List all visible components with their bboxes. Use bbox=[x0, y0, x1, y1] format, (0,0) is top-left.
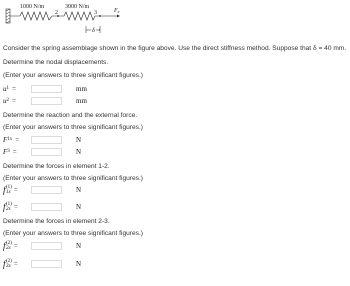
u1-row bbox=[3, 84, 87, 93]
disp-hint: (Enter your answers to three significant figures.) bbox=[3, 72, 143, 79]
F3-unit: N bbox=[76, 147, 82, 156]
spring-1 bbox=[10, 12, 58, 20]
problem-statement: Consider the spring assemblage shown in the figure above. Use the direct stiffness method. Suppose that δ = 40 mm. bbox=[3, 45, 347, 52]
f1-2x-equals: = bbox=[13, 203, 18, 211]
F3-var: F bbox=[3, 147, 8, 156]
f1-2x-var: f bbox=[3, 202, 6, 212]
f1-2x-input[interactable] bbox=[31, 203, 62, 211]
delta-label: δ bbox=[92, 28, 95, 34]
force-label bbox=[113, 8, 120, 14]
react-hint: (Enter your answers to three significant figures.) bbox=[3, 124, 143, 131]
node-3-label: 3 bbox=[94, 10, 97, 16]
f2-2x-var: f bbox=[3, 241, 6, 251]
f2-3x-row bbox=[3, 258, 81, 270]
k2-label: 3000 N/m bbox=[65, 4, 90, 10]
F3-input[interactable] bbox=[31, 148, 62, 156]
u2-sub: 2 bbox=[6, 98, 9, 103]
disp-title: Determine the nodal displacements. bbox=[3, 59, 109, 66]
f2-3x-equals: = bbox=[13, 260, 18, 268]
f2-2x-sup: (2) bbox=[6, 241, 12, 246]
u2-input[interactable] bbox=[31, 97, 62, 105]
f1-1x-unit: N bbox=[76, 186, 82, 194]
u1-equals: = bbox=[12, 84, 16, 93]
f2-2x-equals: = bbox=[13, 242, 18, 250]
f1-2x-row bbox=[3, 201, 81, 213]
f1-1x-var: f bbox=[3, 185, 6, 195]
node-2-label: 2 bbox=[55, 10, 58, 16]
F3-row bbox=[3, 147, 81, 156]
f1-2x-unit: N bbox=[76, 203, 82, 211]
u2-var: u bbox=[3, 96, 7, 105]
f1-1x-equals: = bbox=[13, 186, 18, 194]
F1x-row bbox=[3, 135, 81, 144]
k1-label: 1000 N/m bbox=[20, 4, 45, 10]
u1-var: u bbox=[3, 84, 7, 93]
f2-2x-sub: 2x bbox=[6, 246, 11, 251]
f1-1x-sub: 1x bbox=[6, 190, 11, 195]
f2-2x-row bbox=[3, 240, 81, 252]
el23-hint: (Enter your answers to three significant figures.) bbox=[3, 230, 143, 237]
force-arrow bbox=[100, 15, 120, 18]
f1-1x-row bbox=[3, 184, 81, 196]
F3-equals: = bbox=[12, 147, 17, 156]
f1-1x-label bbox=[3, 185, 31, 195]
force-label-sub: x bbox=[117, 9, 120, 14]
spring-assemblage-figure bbox=[0, 0, 130, 42]
F3-sub: 3 bbox=[7, 149, 10, 154]
force-label-main: F bbox=[114, 8, 118, 14]
f2-2x-unit: N bbox=[76, 242, 82, 250]
u1-label bbox=[3, 85, 31, 93]
f2-3x-var: f bbox=[3, 259, 6, 269]
F1x-input[interactable] bbox=[31, 136, 62, 144]
F1x-var: F bbox=[3, 135, 8, 144]
u1-sub: 1 bbox=[6, 86, 9, 91]
f2-2x-input[interactable] bbox=[31, 242, 62, 250]
f2-3x-sup: (2) bbox=[6, 259, 12, 264]
F1x-equals: = bbox=[15, 135, 20, 144]
F3-label bbox=[3, 148, 31, 156]
u2-label bbox=[3, 97, 31, 105]
F1x-sub: 1x bbox=[7, 137, 13, 142]
u2-unit: mm bbox=[76, 96, 87, 105]
f2-3x-unit: N bbox=[76, 260, 82, 268]
f2-3x-input[interactable] bbox=[31, 260, 62, 268]
el23-title: Determine the forces in element 2-3. bbox=[3, 218, 110, 225]
u1-input[interactable] bbox=[31, 85, 62, 93]
u2-row bbox=[3, 96, 87, 105]
el12-hint: (Enter your answers to three significant figures.) bbox=[3, 175, 143, 182]
react-title: Determine the reaction and the external force. bbox=[3, 112, 138, 119]
f1-2x-label bbox=[3, 202, 31, 212]
u1-unit: mm bbox=[76, 84, 87, 93]
el12-title: Determine the forces in element 1-2. bbox=[3, 163, 110, 170]
f1-1x-input[interactable] bbox=[31, 186, 62, 194]
fixed-wall bbox=[6, 9, 10, 23]
u2-equals: = bbox=[12, 96, 16, 105]
f2-3x-label bbox=[3, 259, 31, 269]
f2-3x-sub: 3x bbox=[6, 264, 11, 269]
F1x-unit: N bbox=[76, 135, 82, 144]
f1-1x-sup: (1) bbox=[6, 185, 12, 190]
F1x-label bbox=[3, 136, 31, 144]
f1-2x-sub: 2x bbox=[6, 207, 11, 212]
f2-2x-label bbox=[3, 241, 31, 251]
f1-2x-sup: (1) bbox=[6, 202, 12, 207]
